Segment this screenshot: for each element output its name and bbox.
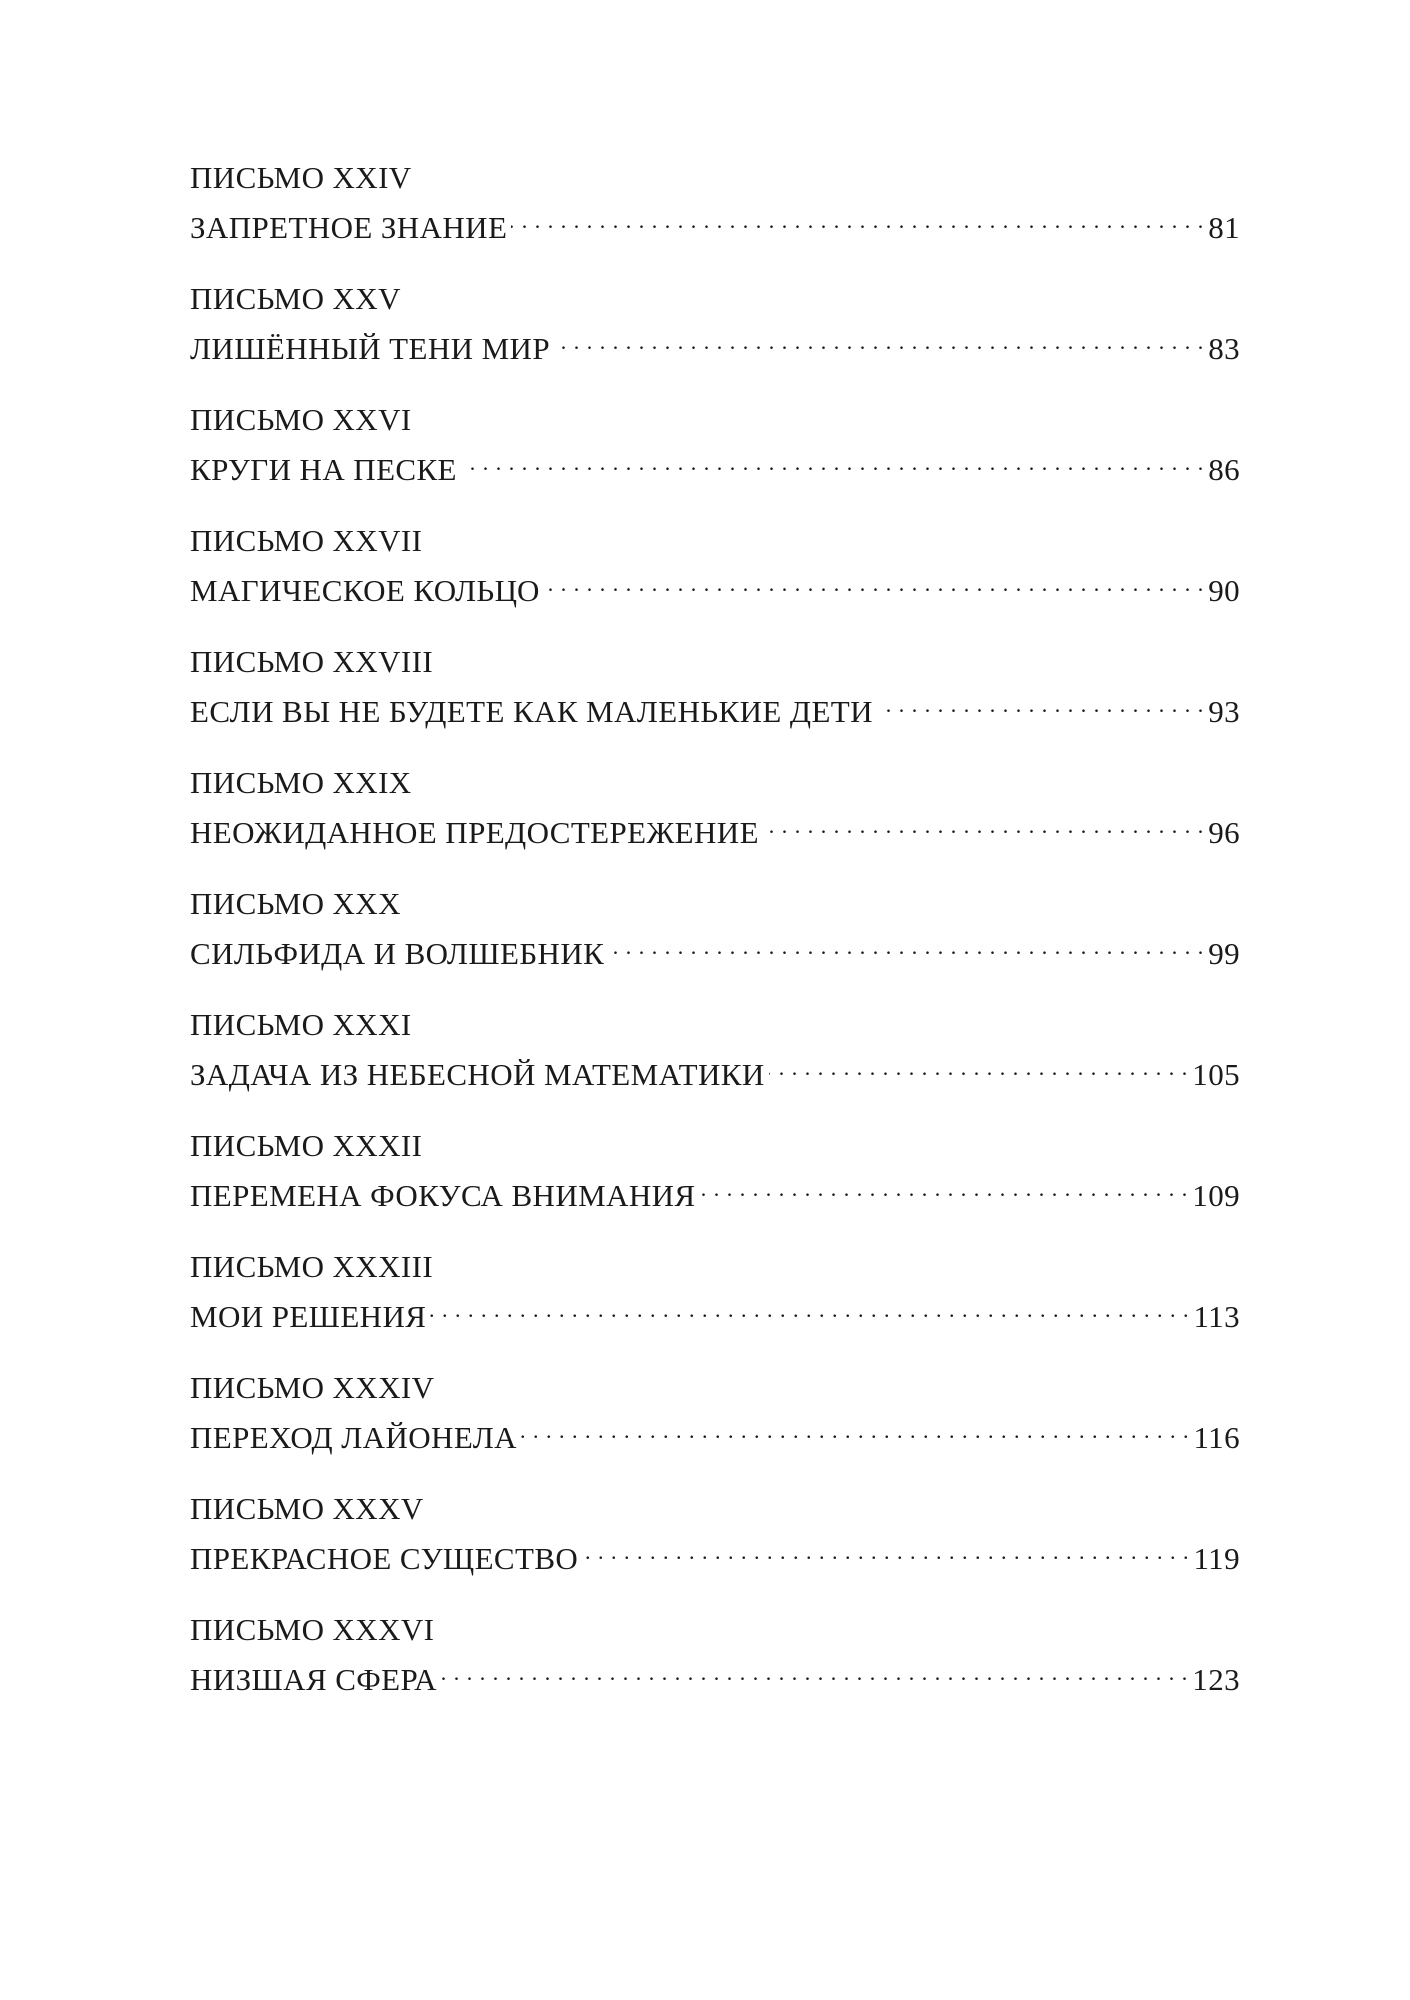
chapter-title: ПЕРЕХОД ЛАЙОНЕЛА xyxy=(190,1420,517,1455)
dot-leader xyxy=(554,319,1204,359)
toc-entry xyxy=(190,763,1240,884)
chapter-title: ПЕРЕМЕНА ФОКУСА ВНИМАНИЯ xyxy=(190,1178,696,1213)
dot-leader xyxy=(769,1045,1189,1085)
chapter-title: МАГИЧЕСКОЕ КОЛЬЦО xyxy=(190,573,540,608)
dot-leader xyxy=(608,924,1204,964)
toc-line[interactable] xyxy=(190,803,1240,850)
chapter-title: КРУГИ НА ПЕСКЕ xyxy=(190,452,457,487)
toc-line[interactable] xyxy=(190,1045,1240,1092)
letter-heading: ПИСЬМО XXXIII xyxy=(190,1249,434,1284)
page-number: 83 xyxy=(1208,331,1240,366)
toc-entry xyxy=(190,642,1240,763)
page-number: 81 xyxy=(1208,210,1240,245)
dot-leader xyxy=(763,803,1204,843)
toc-entry xyxy=(190,521,1240,642)
chapter-title: СИЛЬФИДА И ВОЛШЕБНИК xyxy=(190,936,605,971)
dot-leader xyxy=(877,682,1204,722)
toc-line[interactable] xyxy=(190,1166,1240,1213)
letter-heading: ПИСЬМО XXVII xyxy=(190,523,423,558)
page-number: 86 xyxy=(1208,452,1240,487)
toc-line[interactable] xyxy=(190,319,1240,366)
chapter-title: ЕСЛИ ВЫ НЕ БУДЕТЕ КАК МАЛЕНЬКИЕ ДЕТИ xyxy=(190,694,873,729)
dot-leader xyxy=(430,1287,1189,1327)
toc-entry xyxy=(190,1368,1240,1489)
letter-heading: ПИСЬМО XXXVI xyxy=(190,1612,435,1647)
toc-line[interactable] xyxy=(190,1408,1240,1455)
dot-leader xyxy=(441,1650,1188,1690)
chapter-title: НЕОЖИДАННОЕ ПРЕДОСТЕРЕЖЕНИЕ xyxy=(190,815,759,850)
dot-leader xyxy=(521,1408,1189,1448)
page-number: 90 xyxy=(1208,573,1240,608)
toc-entry xyxy=(190,1247,1240,1368)
toc-entry xyxy=(190,1610,1240,1731)
chapter-title: ЛИШЁННЫЙ ТЕНИ МИР xyxy=(190,331,550,366)
table-of-contents xyxy=(190,158,1240,1731)
toc-line[interactable] xyxy=(190,682,1240,729)
toc-entry xyxy=(190,884,1240,1005)
toc-line[interactable] xyxy=(190,198,1240,245)
dot-leader xyxy=(544,561,1204,601)
dot-leader xyxy=(582,1529,1189,1569)
letter-heading: ПИСЬМО XXXII xyxy=(190,1128,423,1163)
dot-leader xyxy=(511,198,1204,238)
toc-line[interactable] xyxy=(190,1529,1240,1576)
toc-line[interactable] xyxy=(190,1287,1240,1334)
page-number: 109 xyxy=(1192,1178,1240,1213)
chapter-title: НИЗШАЯ СФЕРА xyxy=(190,1662,437,1697)
toc-line[interactable] xyxy=(190,1650,1240,1697)
toc-line[interactable] xyxy=(190,440,1240,487)
page-number: 99 xyxy=(1208,936,1240,971)
chapter-title: ЗАДАЧА ИЗ НЕБЕСНОЙ МАТЕМАТИКИ xyxy=(190,1057,765,1092)
dot-leader xyxy=(461,440,1204,480)
page-number: 116 xyxy=(1193,1420,1240,1455)
toc-line[interactable] xyxy=(190,924,1240,971)
letter-heading: ПИСЬМО XXXIV xyxy=(190,1370,435,1405)
page-number: 96 xyxy=(1208,815,1240,850)
letter-heading: ПИСЬМО XXXI xyxy=(190,1007,412,1042)
letter-heading: ПИСЬМО XXIV xyxy=(190,160,412,195)
toc-entry xyxy=(190,158,1240,279)
page-number: 93 xyxy=(1208,694,1240,729)
toc-entry xyxy=(190,1005,1240,1126)
toc-entry xyxy=(190,400,1240,521)
letter-heading: ПИСЬМО XXVIII xyxy=(190,644,434,679)
letter-heading: ПИСЬМО XXIX xyxy=(190,765,412,800)
toc-line[interactable] xyxy=(190,561,1240,608)
letter-heading: ПИСЬМО XXV xyxy=(190,281,401,316)
page-number: 113 xyxy=(1193,1299,1240,1334)
letter-heading: ПИСЬМО XXXV xyxy=(190,1491,424,1526)
letter-heading: ПИСЬМО XXVI xyxy=(190,402,412,437)
page-number: 119 xyxy=(1193,1541,1240,1576)
toc-entry xyxy=(190,1489,1240,1610)
letter-heading: ПИСЬМО XXX xyxy=(190,886,401,921)
chapter-title: ЗАПРЕТНОЕ ЗНАНИЕ xyxy=(190,210,508,245)
page-number: 105 xyxy=(1192,1057,1240,1092)
chapter-title: ПРЕКРАСНОЕ СУЩЕСТВО xyxy=(190,1541,579,1576)
toc-entry xyxy=(190,279,1240,400)
dot-leader xyxy=(700,1166,1189,1206)
page-number: 123 xyxy=(1192,1662,1240,1697)
chapter-title: МОИ РЕШЕНИЯ xyxy=(190,1299,427,1334)
toc-entry xyxy=(190,1126,1240,1247)
